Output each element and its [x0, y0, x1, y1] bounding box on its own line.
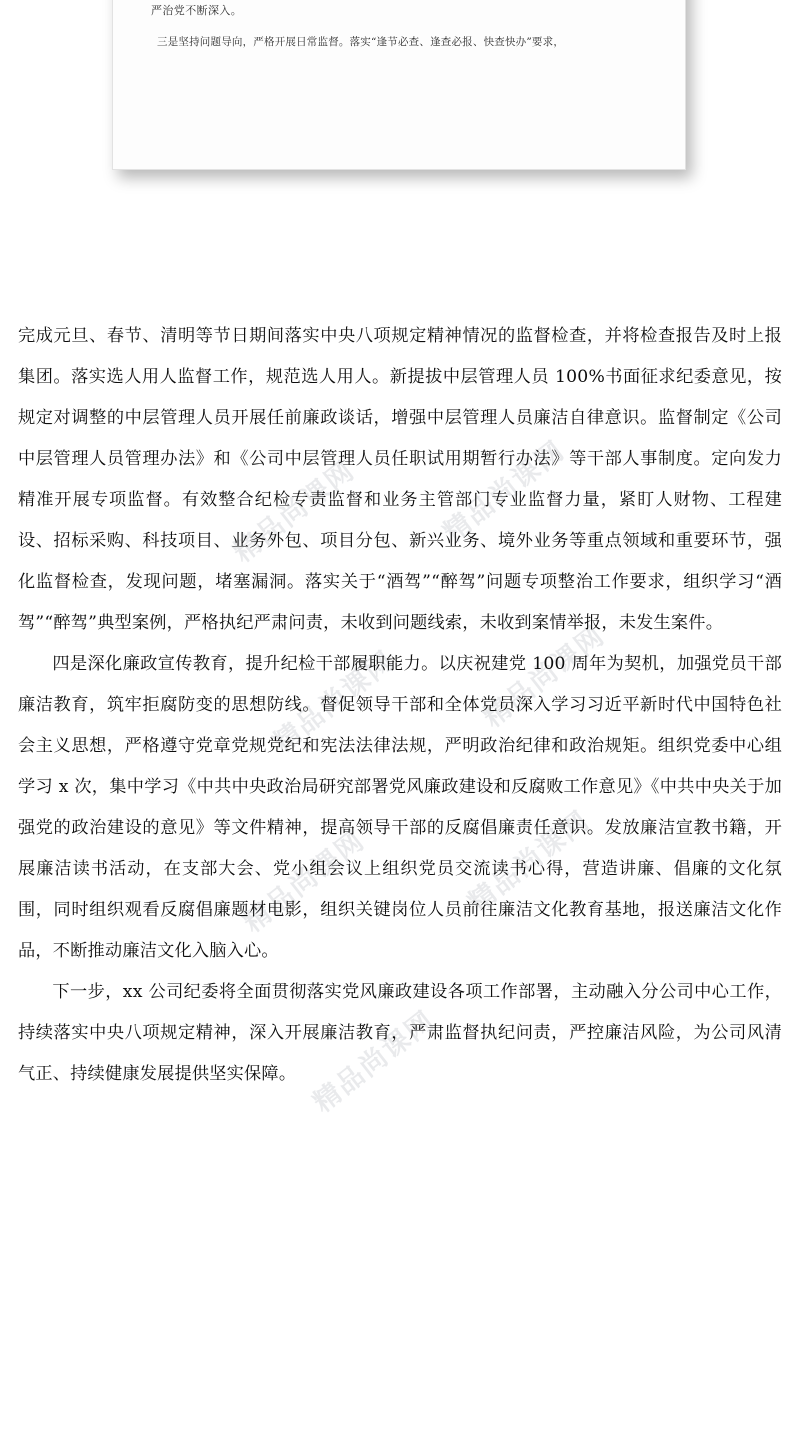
watermark-text: 精品尚课网: [227, 455, 362, 569]
watermark-text: 精品尚课网: [437, 435, 572, 549]
paragraph-section-four: 四是深化廉政宣传教育，提升纪检干部履职能力。以庆祝建党 100 周年为契机，加强党员干部廉洁教育，筑牢拒腐防变的思想防线。督促领导干部和全体党员深入学习习近平新时代中国特色社会主义思想，严格遵守党章党规党纪和宪法法律法规，严明政治纪律和政治规矩。组织党委中心组学习 x 次，集中学习《中共中央政治局研究部署党风廉政建设和反腐败工作意见》《中共中央关于加强党的政治建设的意见》等文件精神，提高领导干部的反腐倡廉责任意识。发放廉洁宣教书籍，开展廉洁读书活动，在支部大会、党小组会议上组织党员交流读书心得，营造讲廉、倡廉的文化氛围，同时组织观看反腐倡廉题材电影，组织关键岗位人员前往廉洁文化教育基地，报送廉洁文化作品，不断推动廉洁文化入脑入心。: [18, 654, 782, 961]
paragraph-continuation: 完成元旦、春节、清明等节日期间落实中央八项规定精神情况的监督检查，并将检查报告及时上报集团。落实选人用人监督工作，规范选人用人。新提拔中层管理人员 100%书面征求纪委意见，按规定对调整的中层管理人员开展任前廉政谈话，增强中层管理人员廉洁自律意识。监督制定《公司中层管理人员管理办法》和《公司中层管理人员任职试用期暂行办法》等干部人事制度。定向发力精准开展专项监督。有效整合纪检专责监督和业务主管部门专业监督力量，紧盯人财物、工程建设、招标采购、科技项目、业务外包、项目分包、新兴业务、境外业务等重点领域和重要环节，强化监督检查，发现问题，堵塞漏洞。落实关于“酒驾”“醉驾”问题专项整治工作要求，组织学习“酒驾”“醉驾”典型案例，严格执纪严肃问责，未收到问题线索，未收到案情举报，未发生案件。: [18, 326, 782, 633]
document-body: [0, 316, 800, 1095]
watermark-text: 精品尚课网: [462, 805, 597, 919]
previous-page-preview-card: [112, 0, 686, 170]
preview-line-lead: 三是坚持问题导向，严格开展日常监督。落实“逢节必查、逢查必报、快查快办”要求，: [157, 36, 565, 48]
watermark-text: 精品尚课网: [307, 1005, 442, 1119]
watermark-text: 精品尚课网: [477, 620, 612, 734]
watermark-text: 精品尚课网: [237, 825, 372, 939]
watermark-text: 精品尚课网: [267, 645, 402, 759]
preview-line-tail: 严治党不断深入。: [151, 4, 243, 17]
paragraph-next-step: 下一步，xx 公司纪委将全面贯彻落实党风廉政建设各项工作部署，主动融入分公司中心工作，持续落实中央八项规定精神，深入开展廉洁教育，严肃监督执纪问责，严控廉洁风险，为公司风清气正、持续健康发展提供坚实保障。: [18, 982, 782, 1084]
